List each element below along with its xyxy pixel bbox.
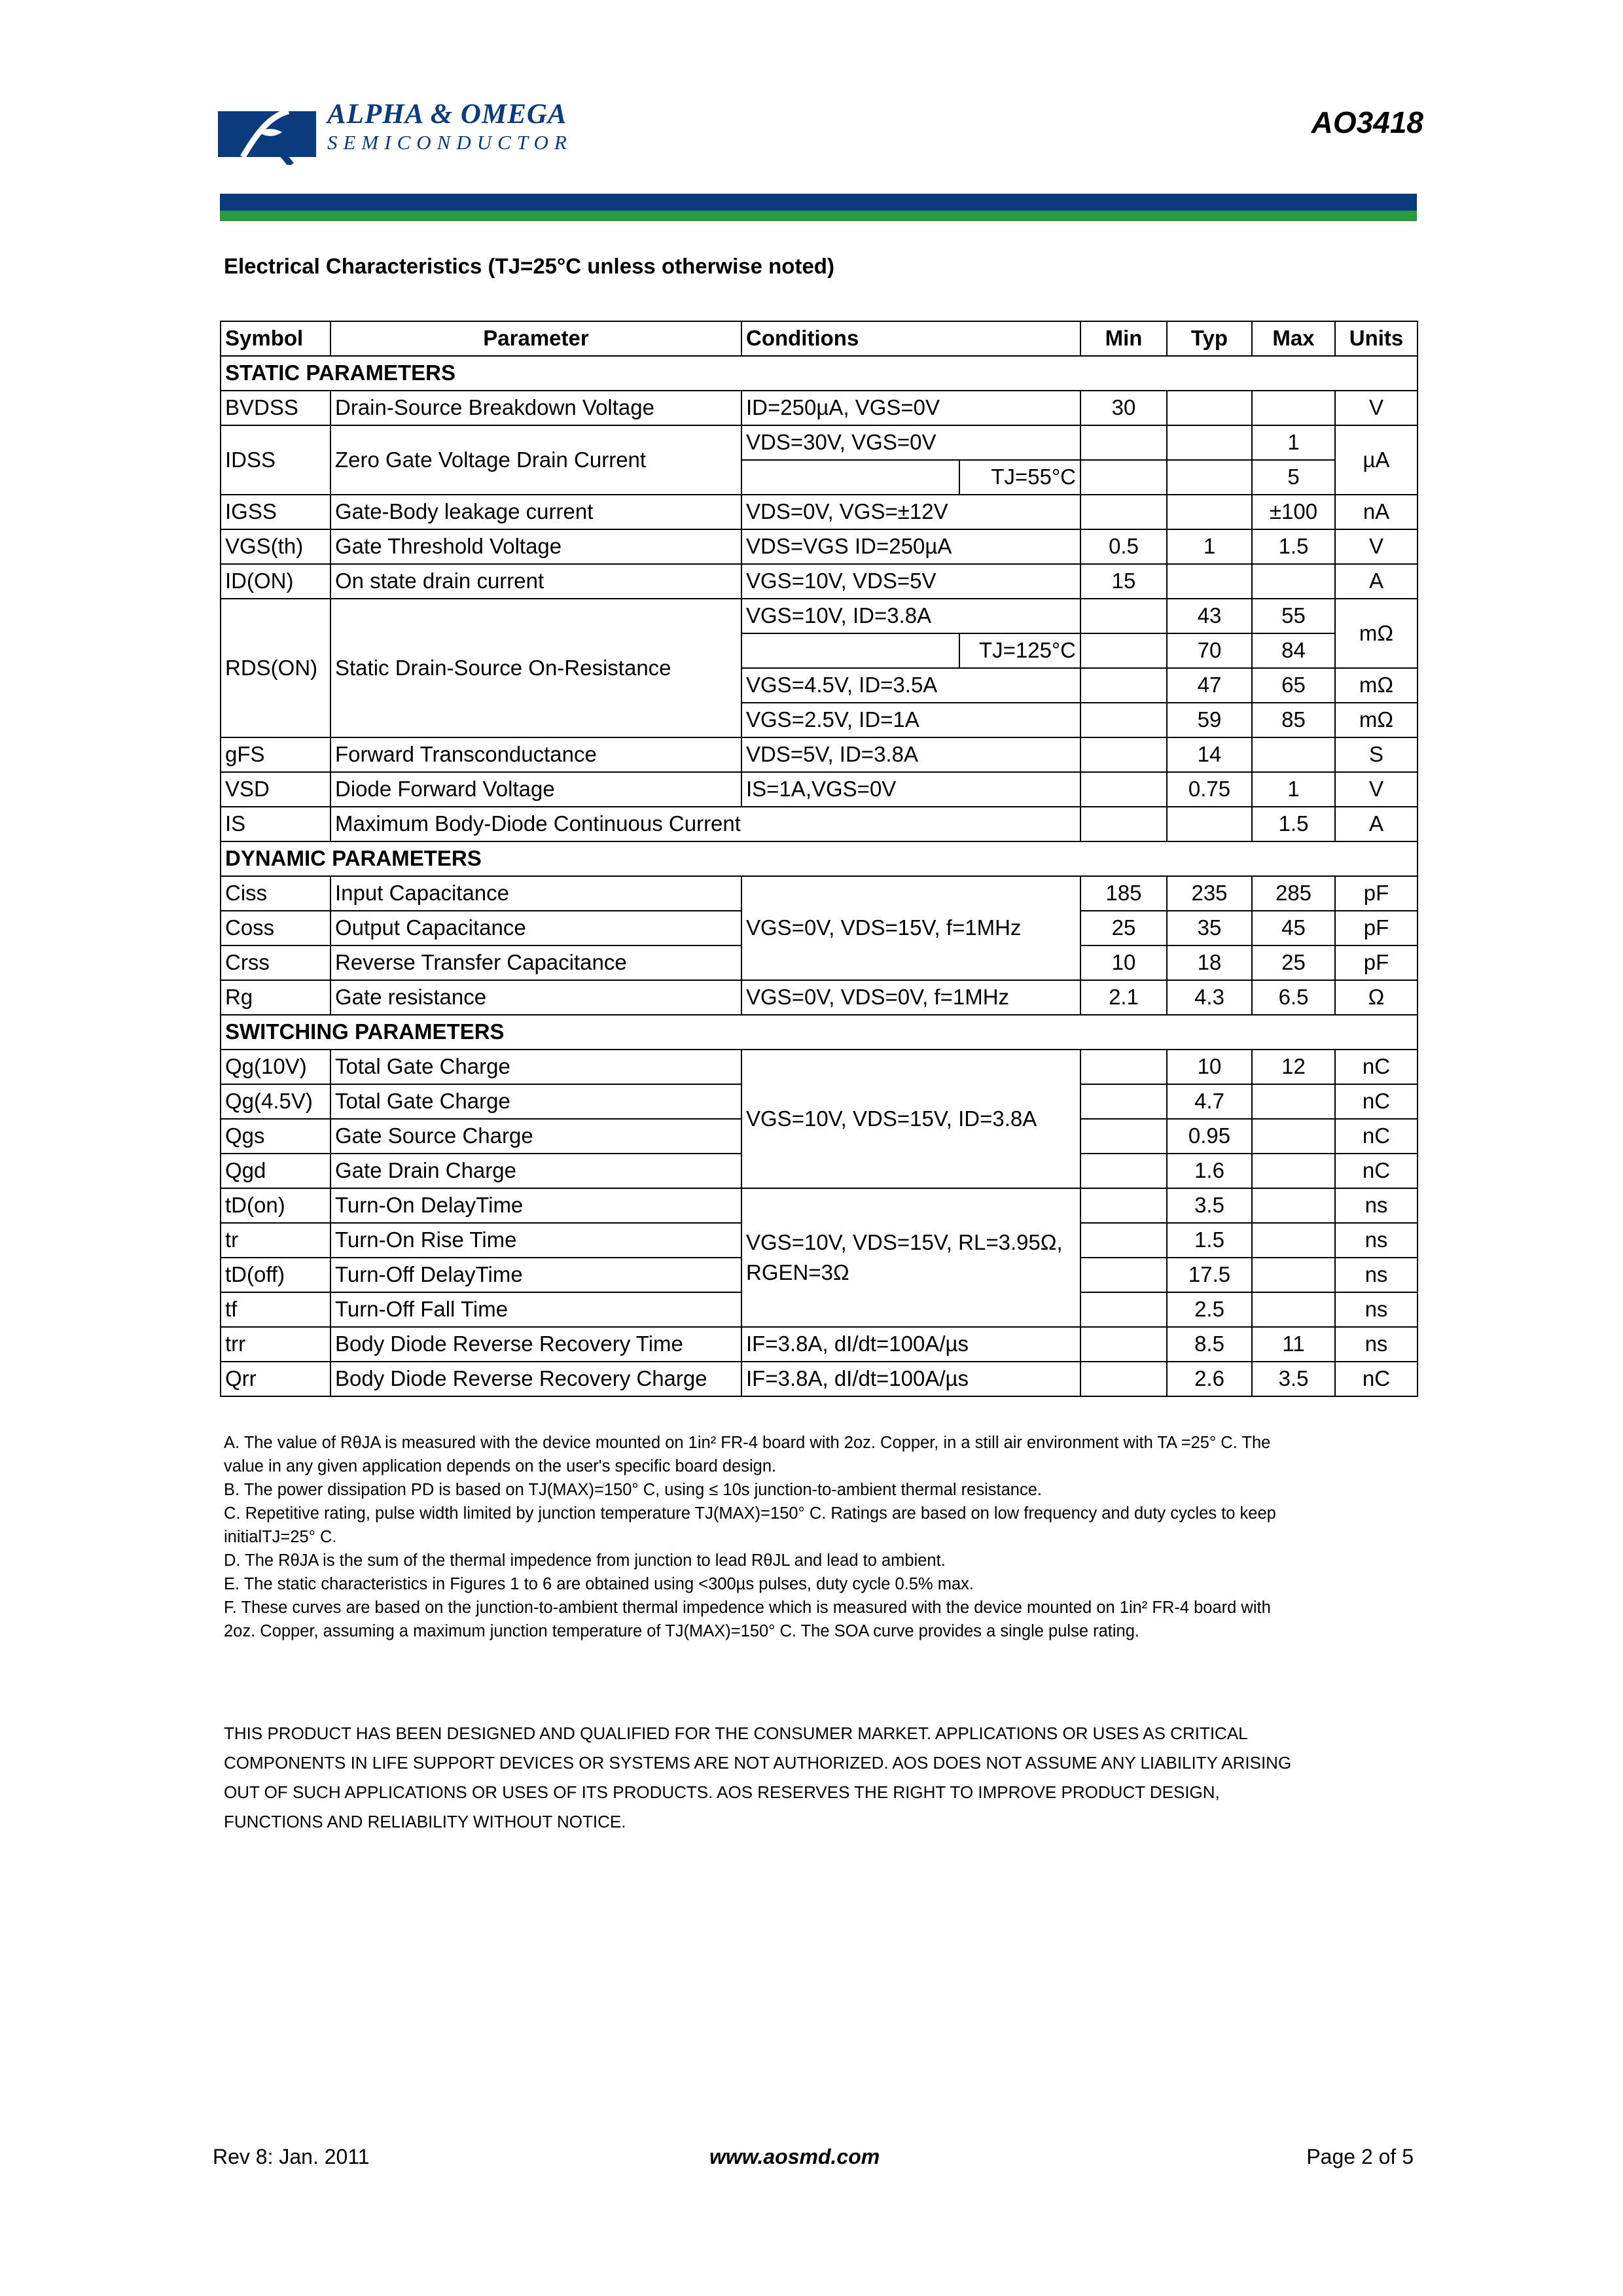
company-subtitle: SEMICONDUCTOR — [327, 131, 573, 154]
symbol-cell: trr — [221, 1327, 330, 1362]
parameter-cell: Gate Drain Charge — [330, 1154, 741, 1188]
conditions-cell: VGS=10V, VDS=5V — [741, 564, 1080, 599]
typ-cell: 0.95 — [1167, 1119, 1252, 1154]
units-cell: A — [1335, 807, 1418, 841]
conditions-cell: ID=250µA, VGS=0V — [741, 391, 1080, 425]
max-cell: 1.5 — [1252, 807, 1335, 841]
parameter-cell: Output Capacitance — [330, 911, 741, 945]
parameter-cell: Diode Forward Voltage — [330, 772, 741, 807]
parameter-cell: Reverse Transfer Capacitance — [330, 945, 741, 980]
max-cell: 25 — [1252, 945, 1335, 980]
aos-logo-icon — [218, 106, 316, 165]
footnote-line: A. The value of RθJA is measured with the device mounted on 1in² FR-4 board with 2oz. Copper, in a still air environment with TA =25° C. The — [224, 1434, 1271, 1452]
table-row — [221, 599, 1418, 633]
conditions-cell: VGS=0V, VDS=15V, f=1MHz — [741, 876, 1080, 980]
units-cell: mΩ — [1335, 599, 1418, 668]
typ-cell: 43 — [1167, 599, 1252, 633]
symbol-cell: tD(on) — [221, 1188, 330, 1223]
parameter-cell: Gate-Body leakage current — [330, 495, 741, 529]
conditions-cell: IS=1A,VGS=0V — [741, 772, 1080, 807]
min-cell — [1080, 1292, 1167, 1327]
max-cell: 55 — [1252, 599, 1335, 633]
parameter-cell: Gate Source Charge — [330, 1119, 741, 1154]
units-cell: mΩ — [1335, 668, 1418, 703]
header-conditions: Conditions — [741, 321, 1080, 356]
company-name: ALPHA & OMEGA — [327, 99, 567, 130]
max-cell: 285 — [1252, 876, 1335, 911]
min-cell: 25 — [1080, 911, 1167, 945]
min-cell — [1080, 1188, 1167, 1223]
footnote-line: C. Repetitive rating, pulse width limited by junction temperature TJ(MAX)=150° C. Ratings are based on low frequency and duty cycles to keep — [224, 1504, 1276, 1523]
conditions-cell — [741, 1188, 1080, 1327]
units-cell: V — [1335, 391, 1418, 425]
symbol-cell: Qg(10V) — [221, 1050, 330, 1084]
typ-cell: 1 — [1167, 529, 1252, 564]
footnote-line: F. These curves are based on the junction-to-ambient thermal impedence which is measured with the device mounted on 1in² FR-4 board with — [224, 1598, 1271, 1617]
symbol-cell: RDS(ON) — [221, 599, 330, 737]
units-cell: ns — [1335, 1223, 1418, 1258]
typ-cell — [1167, 564, 1252, 599]
symbol-cell: Ciss — [221, 876, 330, 911]
max-cell: 65 — [1252, 668, 1335, 703]
typ-cell: 2.5 — [1167, 1292, 1252, 1327]
footnote-line: B. The power dissipation PD is based on TJ(MAX)=150° C, using ≤ 10s junction-to-ambient thermal resistance. — [224, 1481, 1042, 1499]
max-cell: 1 — [1252, 772, 1335, 807]
max-cell — [1252, 1084, 1335, 1119]
units-cell: ns — [1335, 1327, 1418, 1362]
table-row — [221, 391, 1418, 425]
typ-cell: 17.5 — [1167, 1258, 1252, 1292]
max-cell: 85 — [1252, 703, 1335, 737]
table-row — [221, 772, 1418, 807]
min-cell: 185 — [1080, 876, 1167, 911]
header-typ: Typ — [1167, 321, 1252, 356]
symbol-cell: Qrr — [221, 1362, 330, 1396]
header-bar-blue — [220, 194, 1417, 211]
conditions-cell: VGS=10V, ID=3.8A — [741, 599, 1080, 633]
conditions-cell: VDS=0V, VGS=±12V — [741, 495, 1080, 529]
conditions-cell: IF=3.8A, dI/dt=100A/µs — [741, 1327, 1080, 1362]
units-cell: A — [1335, 564, 1418, 599]
symbol-cell: BVDSS — [221, 391, 330, 425]
min-cell — [1080, 772, 1167, 807]
table-row — [221, 980, 1418, 1015]
symbol-cell: tf — [221, 1292, 330, 1327]
header-parameter: Parameter — [330, 321, 741, 356]
max-cell: 45 — [1252, 911, 1335, 945]
parameter-cell: Static Drain-Source On-Resistance — [330, 599, 741, 737]
parameter-cell: Drain-Source Breakdown Voltage — [330, 391, 741, 425]
symbol-cell: IS — [221, 807, 330, 841]
symbol-cell: VGS(th) — [221, 529, 330, 564]
symbol-cell: VSD — [221, 772, 330, 807]
company-logo — [218, 99, 611, 178]
conditions-cell: VGS=0V, VDS=0V, f=1MHz — [741, 980, 1080, 1015]
parameter-cell: Maximum Body-Diode Continuous Current — [330, 807, 1080, 841]
parameter-cell: Gate resistance — [330, 980, 741, 1015]
parameter-cell: Total Gate Charge — [330, 1050, 741, 1084]
min-cell — [1080, 599, 1167, 633]
section-switching: SWITCHING PARAMETERS — [221, 1015, 1418, 1050]
conditions-cell: VGS=10V, VDS=15V, ID=3.8A — [741, 1050, 1080, 1188]
table-row — [221, 1362, 1418, 1396]
footnote-line: E. The static characteristics in Figures 1 to 6 are obtained using <300µs pulses, duty cycle 0.5% max. — [224, 1575, 974, 1593]
max-cell: 1 — [1252, 425, 1335, 460]
max-cell — [1252, 1292, 1335, 1327]
conditions-cell: TJ=55°C — [959, 460, 1080, 495]
typ-cell: 4.3 — [1167, 980, 1252, 1015]
typ-cell: 14 — [1167, 737, 1252, 772]
conditions-cell: TJ=125°C — [959, 633, 1080, 668]
table-header-row — [221, 321, 1418, 356]
parameter-cell: Forward Transconductance — [330, 737, 741, 772]
min-cell — [1080, 1362, 1167, 1396]
typ-cell: 4.7 — [1167, 1084, 1252, 1119]
footnote-line: value in any given application depends on the user's specific board design. — [224, 1457, 777, 1475]
symbol-cell: Qgs — [221, 1119, 330, 1154]
min-cell: 15 — [1080, 564, 1167, 599]
typ-cell: 47 — [1167, 668, 1252, 703]
units-cell: nC — [1335, 1119, 1418, 1154]
symbol-cell: Coss — [221, 911, 330, 945]
table-row — [221, 737, 1418, 772]
section-title: Electrical Characteristics (TJ=25°C unless otherwise noted) — [224, 254, 834, 278]
parameter-cell: Input Capacitance — [330, 876, 741, 911]
parameter-cell: Gate Threshold Voltage — [330, 529, 741, 564]
min-cell — [1080, 1050, 1167, 1084]
parameter-cell: Zero Gate Voltage Drain Current — [330, 425, 741, 495]
typ-cell: 35 — [1167, 911, 1252, 945]
max-cell: 3.5 — [1252, 1362, 1335, 1396]
symbol-cell: Qg(4.5V) — [221, 1084, 330, 1119]
table-row — [221, 876, 1418, 911]
conditions-cell: VDS=5V, ID=3.8A — [741, 737, 1080, 772]
min-cell — [1080, 703, 1167, 737]
max-cell — [1252, 1223, 1335, 1258]
table-row — [221, 1188, 1418, 1223]
symbol-cell: gFS — [221, 737, 330, 772]
units-cell: nC — [1335, 1084, 1418, 1119]
typ-cell: 10 — [1167, 1050, 1252, 1084]
header-bar-green — [220, 211, 1417, 221]
switch-conditions-line2: RGEN=3Ω — [746, 1260, 849, 1284]
max-cell: 1.5 — [1252, 529, 1335, 564]
conditions-spacer — [741, 460, 959, 495]
units-cell: µA — [1335, 425, 1418, 495]
typ-cell — [1167, 807, 1252, 841]
disclaimer — [224, 1719, 1421, 1837]
conditions-cell: VGS=4.5V, ID=3.5A — [741, 668, 1080, 703]
min-cell: 0.5 — [1080, 529, 1167, 564]
header-units: Units — [1335, 321, 1418, 356]
table-row — [221, 1050, 1418, 1084]
max-cell: ±100 — [1252, 495, 1335, 529]
max-cell — [1252, 1154, 1335, 1188]
typ-cell — [1167, 425, 1252, 460]
part-number: AO3418 — [1311, 105, 1423, 139]
footnotes — [224, 1431, 1421, 1643]
disclaimer-line: OUT OF SUCH APPLICATIONS OR USES OF ITS PRODUCTS. AOS RESERVES THE RIGHT TO IMPROVE PRODUCT DESIGN, — [224, 1782, 1220, 1802]
max-cell: 5 — [1252, 460, 1335, 495]
min-cell — [1080, 1258, 1167, 1292]
conditions-cell: VGS=2.5V, ID=1A — [741, 703, 1080, 737]
parameter-cell: Turn-On Rise Time — [330, 1223, 741, 1258]
section-dynamic: DYNAMIC PARAMETERS — [221, 841, 1418, 876]
min-cell — [1080, 737, 1167, 772]
parameter-cell: Total Gate Charge — [330, 1084, 741, 1119]
symbol-cell: Qgd — [221, 1154, 330, 1188]
parameter-cell: Turn-Off DelayTime — [330, 1258, 741, 1292]
conditions-spacer — [741, 633, 959, 668]
units-cell: ns — [1335, 1258, 1418, 1292]
min-cell: 2.1 — [1080, 980, 1167, 1015]
footnote-line: D. The RθJA is the sum of the thermal impedence from junction to lead RθJL and lead to ambient. — [224, 1551, 946, 1570]
conditions-cell: VDS=30V, VGS=0V — [741, 425, 1080, 460]
min-cell — [1080, 495, 1167, 529]
header-symbol: Symbol — [221, 321, 330, 356]
typ-cell: 1.6 — [1167, 1154, 1252, 1188]
footnote-line: 2oz. Copper, assuming a maximum junction temperature of TJ(MAX)=150° C. The SOA curve provides a single pulse rating. — [224, 1622, 1139, 1640]
symbol-cell: Crss — [221, 945, 330, 980]
symbol-cell: tD(off) — [221, 1258, 330, 1292]
max-cell: 12 — [1252, 1050, 1335, 1084]
parameter-cell: Turn-Off Fall Time — [330, 1292, 741, 1327]
min-cell — [1080, 1223, 1167, 1258]
min-cell: 30 — [1080, 391, 1167, 425]
min-cell — [1080, 1119, 1167, 1154]
page-number: Page 2 of 5 — [1306, 2145, 1414, 2168]
units-cell: V — [1335, 772, 1418, 807]
header-min: Min — [1080, 321, 1167, 356]
footnote-line: initialTJ=25° C. — [224, 1528, 337, 1546]
parameter-cell: Body Diode Reverse Recovery Charge — [330, 1362, 741, 1396]
electrical-characteristics-table — [220, 321, 1418, 1397]
max-cell: 11 — [1252, 1327, 1335, 1362]
typ-cell: 3.5 — [1167, 1188, 1252, 1223]
units-cell: pF — [1335, 876, 1418, 911]
table-row — [221, 1327, 1418, 1362]
switch-conditions-line1: VGS=10V, VDS=15V, RL=3.95Ω, — [746, 1229, 1063, 1254]
symbol-cell: IGSS — [221, 495, 330, 529]
header-max: Max — [1252, 321, 1335, 356]
units-cell: ns — [1335, 1292, 1418, 1327]
min-cell — [1080, 668, 1167, 703]
min-cell: 10 — [1080, 945, 1167, 980]
symbol-cell: IDSS — [221, 425, 330, 495]
typ-cell — [1167, 495, 1252, 529]
min-cell — [1080, 1327, 1167, 1362]
disclaimer-line: FUNCTIONS AND RELIABILITY WITHOUT NOTICE. — [224, 1812, 626, 1831]
min-cell — [1080, 633, 1167, 668]
units-cell: nA — [1335, 495, 1418, 529]
typ-cell — [1167, 391, 1252, 425]
typ-cell: 2.6 — [1167, 1362, 1252, 1396]
max-cell — [1252, 1258, 1335, 1292]
max-cell: 6.5 — [1252, 980, 1335, 1015]
symbol-cell: ID(ON) — [221, 564, 330, 599]
table-row — [221, 529, 1418, 564]
max-cell — [1252, 737, 1335, 772]
typ-cell: 8.5 — [1167, 1327, 1252, 1362]
typ-cell: 235 — [1167, 876, 1252, 911]
min-cell — [1080, 460, 1167, 495]
typ-cell: 18 — [1167, 945, 1252, 980]
table-row — [221, 495, 1418, 529]
max-cell — [1252, 1119, 1335, 1154]
table-row — [221, 425, 1418, 460]
units-cell: mΩ — [1335, 703, 1418, 737]
max-cell: 84 — [1252, 633, 1335, 668]
symbol-cell: Rg — [221, 980, 330, 1015]
typ-cell: 59 — [1167, 703, 1252, 737]
section-static: STATIC PARAMETERS — [221, 356, 1418, 391]
symbol-cell: tr — [221, 1223, 330, 1258]
website-link[interactable]: www.aosmd.com — [709, 2145, 880, 2168]
units-cell: nC — [1335, 1050, 1418, 1084]
typ-cell: 70 — [1167, 633, 1252, 668]
min-cell — [1080, 1154, 1167, 1188]
typ-cell: 0.75 — [1167, 772, 1252, 807]
units-cell: nC — [1335, 1154, 1418, 1188]
conditions-cell: IF=3.8A, dI/dt=100A/µs — [741, 1362, 1080, 1396]
parameter-cell: Body Diode Reverse Recovery Time — [330, 1327, 741, 1362]
disclaimer-line: COMPONENTS IN LIFE SUPPORT DEVICES OR SYSTEMS ARE NOT AUTHORIZED. AOS DOES NOT ASSUME ANY LIABILITY ARISING — [224, 1753, 1292, 1773]
units-cell: S — [1335, 737, 1418, 772]
typ-cell — [1167, 460, 1252, 495]
parameter-cell: On state drain current — [330, 564, 741, 599]
table-row — [221, 807, 1418, 841]
table-row — [221, 564, 1418, 599]
min-cell — [1080, 1084, 1167, 1119]
units-cell: pF — [1335, 911, 1418, 945]
units-cell: pF — [1335, 945, 1418, 980]
units-cell: ns — [1335, 1188, 1418, 1223]
max-cell — [1252, 391, 1335, 425]
max-cell — [1252, 1188, 1335, 1223]
conditions-cell: VDS=VGS ID=250µA — [741, 529, 1080, 564]
units-cell: Ω — [1335, 980, 1418, 1015]
units-cell: V — [1335, 529, 1418, 564]
disclaimer-line: THIS PRODUCT HAS BEEN DESIGNED AND QUALIFIED FOR THE CONSUMER MARKET. APPLICATIONS OR USES AS CRITICAL — [224, 1723, 1248, 1743]
min-cell — [1080, 425, 1167, 460]
typ-cell: 1.5 — [1167, 1223, 1252, 1258]
revision-label: Rev 8: Jan. 2011 — [213, 2145, 370, 2168]
max-cell — [1252, 564, 1335, 599]
min-cell — [1080, 807, 1167, 841]
units-cell: nC — [1335, 1362, 1418, 1396]
parameter-cell: Turn-On DelayTime — [330, 1188, 741, 1223]
